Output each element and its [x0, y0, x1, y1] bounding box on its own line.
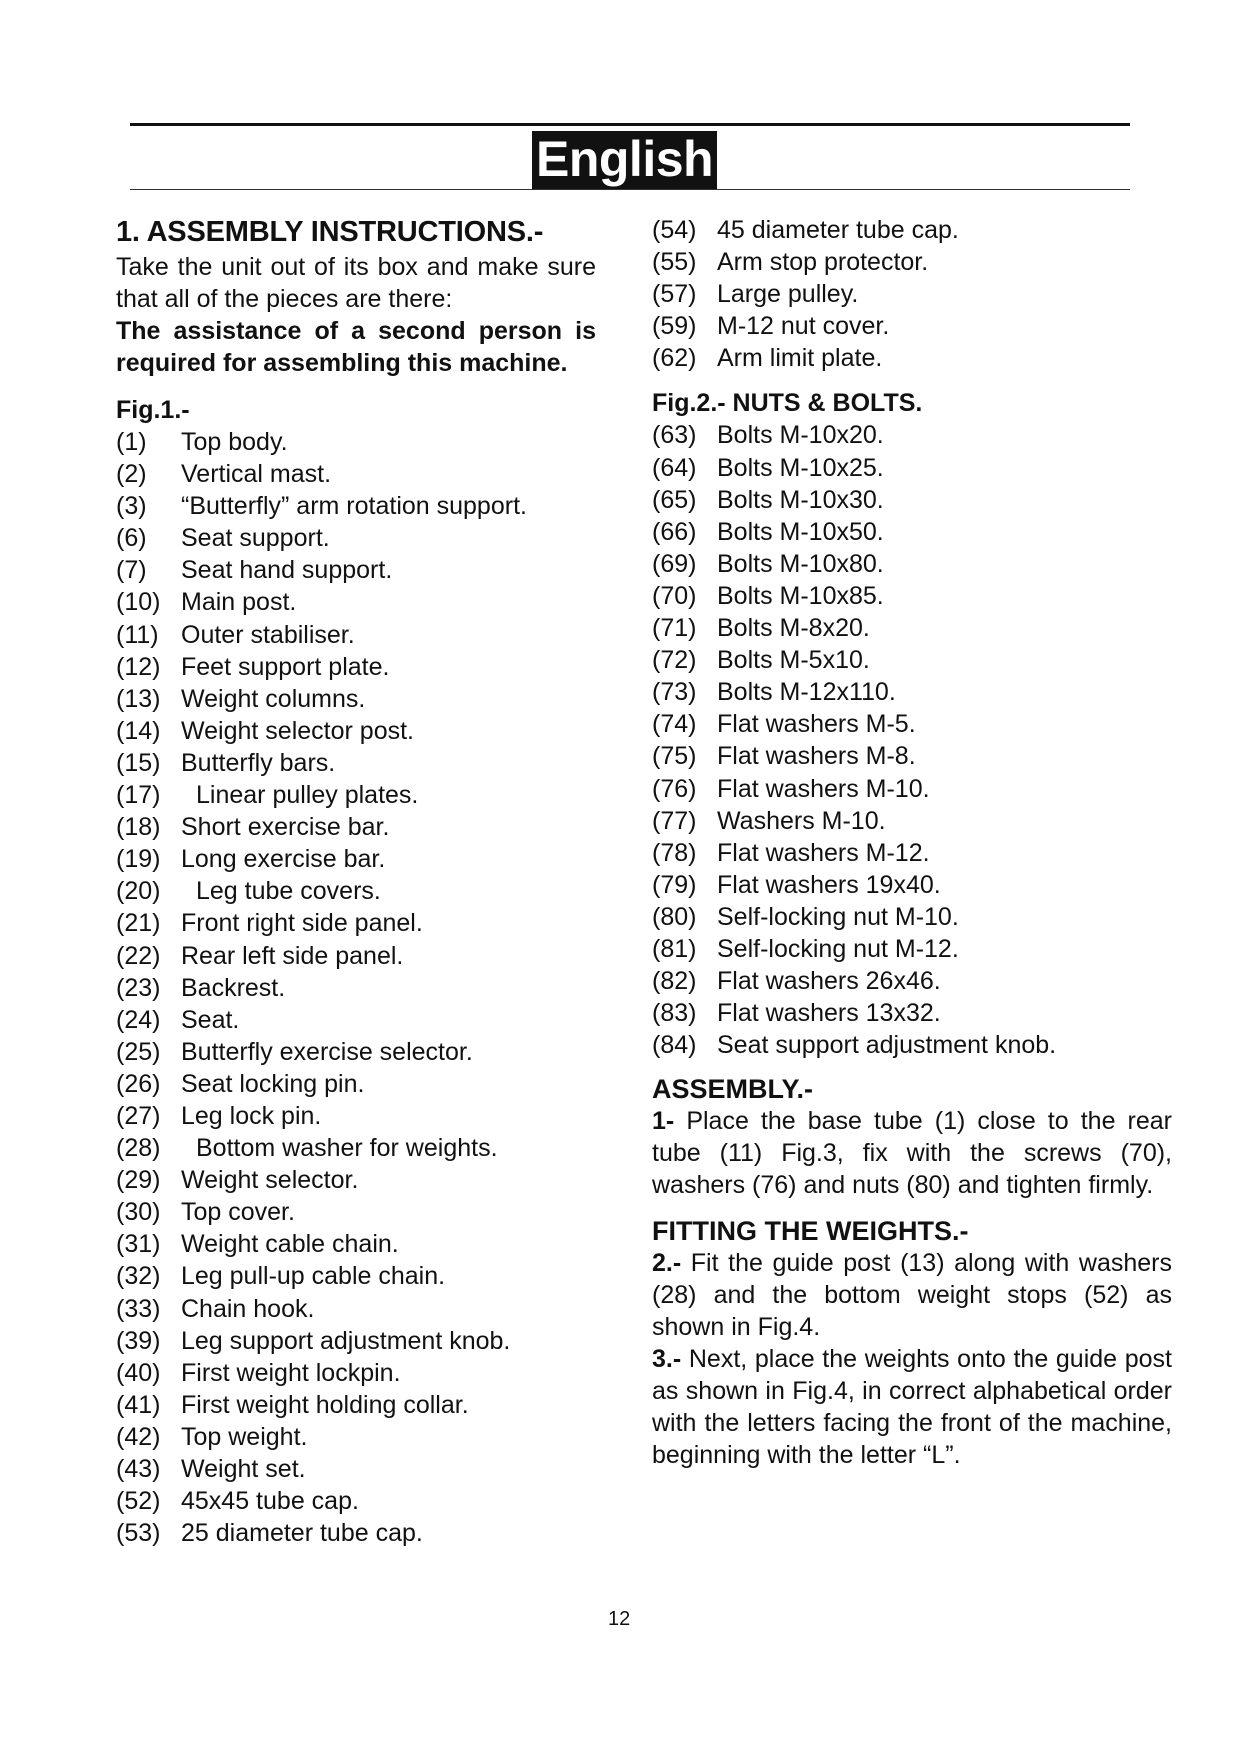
item-text: 45x45 tube cap. [181, 1487, 359, 1516]
item-number: (12) [116, 652, 161, 681]
item-number: (24) [116, 1005, 161, 1034]
item-text: Bolts M-12x110. [717, 678, 896, 707]
item-text: Bolts M-10x85. [717, 581, 884, 610]
item-text: Seat. [181, 1005, 240, 1034]
list-item [116, 907, 596, 939]
header-bottom-rule [130, 189, 1130, 190]
item-number: (69) [652, 549, 697, 578]
list-item [116, 1485, 596, 1517]
item-text: Seat support. [181, 524, 330, 553]
list-item [116, 426, 596, 458]
list-item [116, 715, 596, 747]
item-number: (21) [116, 909, 161, 938]
item-text: Bolts M-10x25. [717, 453, 884, 482]
item-text: Leg tube covers. [196, 877, 381, 906]
item-text: Flat washers M-8. [717, 742, 916, 771]
list-item [116, 875, 596, 907]
list-item [116, 490, 596, 522]
intro-paragraph: Take the unit out of its box and make sure that all of the pieces are there: [116, 253, 596, 313]
item-text: Flat washers M-5. [717, 710, 916, 739]
list-item [652, 708, 1172, 740]
step-number: 3.- [652, 1345, 682, 1374]
item-text: Top cover. [181, 1198, 295, 1227]
fitting-weights-heading: FITTING THE WEIGHTS.- [652, 1216, 969, 1247]
item-text: Vertical mast. [181, 460, 332, 489]
left-column [116, 214, 596, 1549]
step-number: 1- [652, 1107, 675, 1136]
item-text: Bottom washer for weights. [196, 1134, 498, 1163]
list-item [116, 1260, 596, 1292]
list-item [116, 1421, 596, 1453]
list-item [652, 548, 1172, 580]
fig2-nuts-bolts-list [652, 419, 1172, 1061]
header-top-rule [130, 123, 1130, 126]
item-number: (71) [652, 614, 697, 643]
item-number: (78) [652, 838, 697, 867]
item-number: (29) [116, 1166, 161, 1195]
item-number: (31) [116, 1230, 161, 1259]
step-text: Next, place the weights onto the guide post as shown in Fig.4, in correct alphabetical order with the letters facing the front of the machine, beginning with the letter “L”. [652, 1345, 1172, 1470]
item-text: Seat hand support. [181, 556, 393, 585]
item-number: (65) [652, 485, 697, 514]
list-item [652, 869, 1172, 901]
item-number: (10) [116, 588, 161, 617]
fig1-parts-list [116, 426, 596, 1549]
item-number: (32) [116, 1262, 161, 1291]
item-text: Chain hook. [181, 1294, 315, 1323]
list-item [652, 516, 1172, 548]
list-item [652, 419, 1172, 451]
list-item [116, 1453, 596, 1485]
item-number: (42) [116, 1422, 161, 1451]
item-number: (19) [116, 845, 161, 874]
item-number: (2) [116, 460, 147, 489]
item-number: (6) [116, 524, 147, 553]
item-number: (13) [116, 684, 161, 713]
item-number: (17) [116, 781, 161, 810]
item-number: (23) [116, 973, 161, 1002]
item-text: Short exercise bar. [181, 813, 390, 842]
item-number: (3) [116, 492, 147, 521]
item-number: (70) [652, 581, 697, 610]
item-text: Large pulley. [717, 280, 859, 309]
step-number: 2.- [652, 1249, 682, 1278]
list-item [116, 554, 596, 586]
item-number: (77) [652, 806, 697, 835]
right-column [652, 214, 1172, 1471]
item-number: (52) [116, 1487, 161, 1516]
assembly-step-2 [652, 1247, 1172, 1343]
assembly-step-3 [652, 1343, 1172, 1471]
list-item [116, 747, 596, 779]
item-text: Linear pulley plates. [196, 781, 419, 810]
step-text: Place the base tube (1) close to the rear tube (11) Fig.3, fix with the screws (70), washers (76) and nuts (80) and tighten firmly. [652, 1107, 1173, 1200]
item-text: Seat locking pin. [181, 1069, 365, 1098]
list-item [116, 811, 596, 843]
item-text: 25 diameter tube cap. [181, 1519, 423, 1548]
item-text: Leg lock pin. [181, 1101, 322, 1130]
section-heading: 1. ASSEMBLY INSTRUCTIONS.- [116, 216, 544, 248]
item-text: Long exercise bar. [181, 845, 386, 874]
item-text: Bolts M-10x30. [717, 485, 884, 514]
item-text: Arm stop protector. [717, 248, 929, 277]
list-item [116, 843, 596, 875]
list-item [652, 214, 1172, 246]
item-text: Bolts M-10x50. [717, 517, 884, 546]
list-item [116, 1325, 596, 1357]
list-item [652, 676, 1172, 708]
item-text: Front right side panel. [181, 909, 423, 938]
page-number: 12 [608, 1608, 631, 1630]
assembly-heading: ASSEMBLY.- [652, 1074, 814, 1105]
item-number: (22) [116, 941, 161, 970]
assembly-step-1 [652, 1105, 1172, 1201]
item-number: (18) [116, 813, 161, 842]
item-text: 45 diameter tube cap. [717, 216, 959, 244]
list-item [116, 1357, 596, 1389]
item-number: (59) [652, 312, 697, 341]
item-number: (66) [652, 517, 697, 546]
list-item [652, 965, 1172, 997]
item-text: Seat support adjustment knob. [717, 1031, 1057, 1060]
item-number: (25) [116, 1037, 161, 1066]
item-text: Flat washers M-12. [717, 838, 930, 867]
item-number: (54) [652, 216, 697, 244]
list-item [652, 310, 1172, 342]
list-item [652, 805, 1172, 837]
item-text: Rear left side panel. [181, 941, 404, 970]
item-text: Flat washers M-10. [717, 774, 930, 803]
item-text: Weight columns. [181, 684, 366, 713]
list-item [116, 1517, 596, 1549]
item-text: Arm limit plate. [717, 344, 883, 373]
list-item [116, 458, 596, 490]
item-number: (55) [652, 248, 697, 277]
item-text: Washers M-10. [717, 806, 886, 835]
list-item [652, 452, 1172, 484]
item-number: (1) [116, 428, 147, 456]
list-item [116, 1068, 596, 1100]
item-number: (72) [652, 646, 697, 675]
item-text: Flat washers 19x40. [717, 870, 941, 899]
item-text: Butterfly exercise selector. [181, 1037, 473, 1066]
fig2-title: Fig.2.- NUTS & BOLTS. [652, 389, 923, 418]
item-text: Leg pull-up cable chain. [181, 1262, 446, 1291]
item-number: (64) [652, 453, 697, 482]
list-item [116, 1004, 596, 1036]
item-text: Bolts M-5x10. [717, 646, 870, 675]
list-item [652, 644, 1172, 676]
language-tag: English [532, 131, 717, 189]
item-text: M-12 nut cover. [717, 312, 890, 341]
item-text: Bolts M-8x20. [717, 614, 870, 643]
item-number: (43) [116, 1455, 161, 1483]
list-item [116, 619, 596, 651]
item-text: Top body. [181, 428, 288, 456]
list-item [652, 278, 1172, 310]
item-number: (15) [116, 748, 161, 777]
item-number: (75) [652, 742, 697, 771]
list-item [116, 1293, 596, 1325]
item-text: Feet support plate. [181, 652, 390, 681]
list-item [652, 997, 1172, 1029]
item-number: (27) [116, 1101, 161, 1130]
item-number: (63) [652, 421, 697, 450]
list-item [116, 1100, 596, 1132]
list-item [116, 1389, 596, 1421]
item-text: Self-locking nut M-10. [717, 902, 959, 931]
item-number: (28) [116, 1134, 161, 1163]
item-number: (80) [652, 902, 697, 931]
list-item [116, 651, 596, 683]
item-text: First weight lockpin. [181, 1358, 401, 1387]
item-number: (41) [116, 1390, 161, 1419]
item-text: Outer stabiliser. [181, 620, 355, 649]
item-number: (39) [116, 1326, 161, 1355]
item-number: (53) [116, 1519, 161, 1548]
item-text: Top weight. [181, 1422, 308, 1451]
item-number: (82) [652, 967, 697, 996]
list-item [652, 612, 1172, 644]
list-item [652, 342, 1172, 374]
list-item [116, 1164, 596, 1196]
item-number: (30) [116, 1198, 161, 1227]
item-text: Weight selector. [181, 1166, 359, 1195]
item-text: Flat washers 26x46. [717, 967, 941, 996]
list-item [116, 683, 596, 715]
list-item [652, 837, 1172, 869]
item-number: (26) [116, 1069, 161, 1098]
item-text: Weight set. [181, 1455, 306, 1483]
assistance-note: The assistance of a second person is required for assembling this machine. [116, 317, 596, 377]
list-item [116, 1228, 596, 1260]
item-text: Main post. [181, 588, 297, 617]
item-text: Backrest. [181, 973, 286, 1002]
item-number: (76) [652, 774, 697, 803]
list-item [116, 940, 596, 972]
item-text: Weight cable chain. [181, 1230, 399, 1259]
item-text: Weight selector post. [181, 716, 414, 745]
item-text: Flat washers 13x32. [717, 999, 941, 1028]
list-item [116, 1036, 596, 1068]
item-text: Leg support adjustment knob. [181, 1326, 511, 1355]
list-item [116, 1132, 596, 1164]
item-number: (40) [116, 1358, 161, 1387]
list-item [652, 246, 1172, 278]
list-item [652, 740, 1172, 772]
item-number: (81) [652, 934, 697, 963]
list-item [116, 1196, 596, 1228]
item-number: (57) [652, 280, 697, 309]
item-number: (33) [116, 1294, 161, 1323]
item-number: (7) [116, 556, 147, 585]
item-text: Self-locking nut M-12. [717, 934, 959, 963]
item-number: (62) [652, 344, 697, 373]
fig1-title: Fig.1.- [116, 396, 190, 424]
item-text: “Butterfly” arm rotation support. [181, 492, 527, 521]
list-item [652, 484, 1172, 516]
fig1-parts-list-continued [652, 214, 1172, 374]
item-text: Bolts M-10x20. [717, 421, 884, 450]
item-text: Bolts M-10x80. [717, 549, 884, 578]
item-text: First weight holding collar. [181, 1390, 469, 1419]
item-number: (83) [652, 999, 697, 1028]
list-item [116, 972, 596, 1004]
list-item [652, 580, 1172, 612]
item-number: (74) [652, 710, 697, 739]
list-item [116, 779, 596, 811]
item-number: (73) [652, 678, 697, 707]
item-number: (11) [116, 620, 159, 649]
list-item [652, 933, 1172, 965]
item-number: (14) [116, 716, 161, 745]
item-number: (84) [652, 1031, 697, 1060]
item-number: (20) [116, 877, 161, 906]
list-item [652, 773, 1172, 805]
item-number: (79) [652, 870, 697, 899]
list-item [116, 522, 596, 554]
step-text: Fit the guide post (13) along with washers (28) and the bottom weight stops (52) as shown in Fig.4. [652, 1249, 1172, 1342]
list-item [652, 901, 1172, 933]
list-item [116, 586, 596, 618]
list-item [652, 1029, 1172, 1061]
item-text: Butterfly bars. [181, 748, 336, 777]
